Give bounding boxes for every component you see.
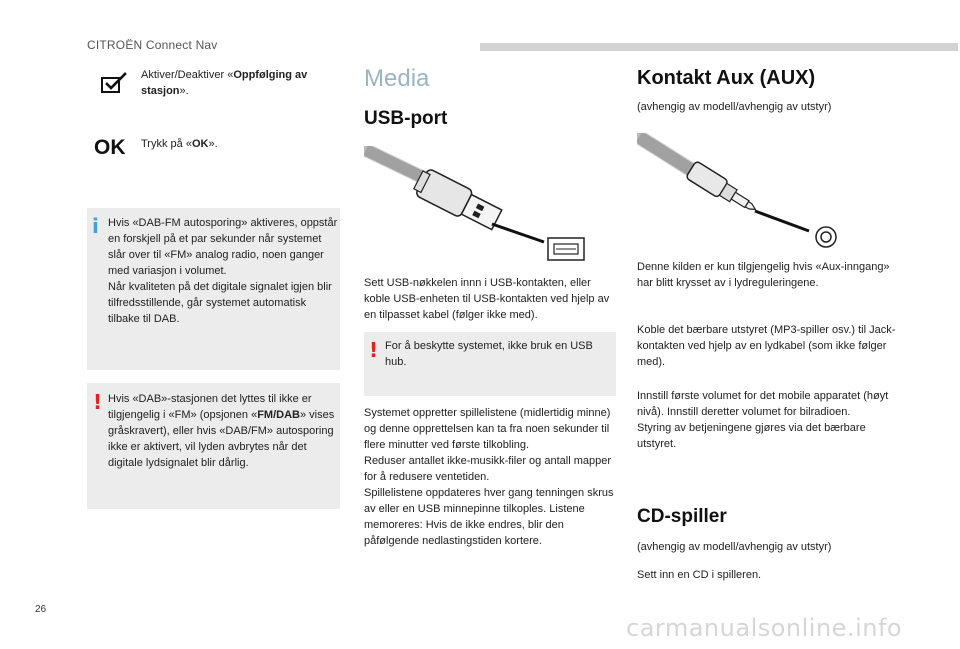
warning-icon: ! (93, 390, 103, 414)
ok-icon: OK (94, 136, 126, 159)
header-brand: CITROËN Connect Nav (87, 38, 218, 52)
warning-icon: ! (369, 338, 379, 362)
usb-paragraph-1: Sett USB-nøkkelen innn i USB-kontakten, eller koble USB-enheten til USB-kontakten ved hjelp av en tilpasset kabel (følger ikke med). (364, 277, 610, 321)
jack-illustration (637, 133, 843, 251)
instruction-toggle-tracking: Aktiver/Deaktiver «Oppfølging av stasjon». (141, 69, 308, 97)
warning-note-dab-text: Hvis «DAB»-stasjonen det lyttes til ikke er tilgjengelig i «FM» (opsjonen «FM/DAB» vises gråskravert), eller hvis «DAB/FM» autosporing ikke er aktivert, vil lyden avbrytes når det digitale lydsignalet blir dårlig. (108, 393, 335, 469)
section-title-media: Media (364, 65, 430, 92)
aux-availability: (avhengig av modell/avhengig av utstyr) (637, 101, 832, 113)
section-title-cd: CD-spiller (637, 506, 727, 527)
check-icon (99, 72, 133, 98)
aux-paragraph-1: Denne kilden er kun tilgjengelig hvis «Aux-inngang» har blitt krysset av i lydreguleringene. (637, 261, 890, 289)
header-bar (480, 43, 958, 51)
watermark: carmanualsonline.info (626, 614, 903, 642)
page-number: 26 (35, 604, 47, 615)
cd-paragraph: Sett inn en CD i spilleren. (637, 569, 762, 581)
section-subtitle-usb: USB-port (364, 108, 448, 129)
section-title-aux: Kontakt Aux (AUX) (637, 67, 816, 89)
usb-paragraph-2: Systemet oppretter spillelistene (midlertidig minne) og denne opprettelsen kan ta fra noen sekunder til flere minutter ved første tilkobling. Reduser antallet ikke-musikk-filer og antall mapper for å redusere ventetiden. Spillelistene oppdateres hver gang tenningen skrus av eller en USB minnepinne tilkoples. Listene memoreres: Hvis de ikke endres, blir den påfølgende nedlastingstiden kortere. (364, 407, 614, 547)
info-note-text: Hvis «DAB-FM autosporing» aktiveres, oppstår en forskjell på et par sekunder når systemet slår over til «FM» analog radio, noen ganger med variasjon i volumet. Når kvaliteten på det digitale signalet igjen blir tilfredsstillende, går systemet automatisk tilbake til DAB. (108, 217, 338, 325)
aux-paragraph-3: Innstill første volumet for det mobile apparatet (høyt nivå). Innstill deretter volumet for bilradioen. Styring av betjeningene gjøres via det bærbare utstyret. (637, 390, 889, 450)
instruction-press-ok: Trykk på «OK». (141, 138, 218, 150)
usb-illustration (364, 146, 590, 264)
cd-availability: (avhengig av modell/avhengig av utstyr) (637, 541, 832, 553)
info-icon: i (92, 214, 99, 238)
aux-paragraph-2: Koble det bærbare utstyret (MP3-spiller osv.) til Jack-kontakten ved hjelp av en lydkabel (som ikke følger med). (637, 324, 896, 368)
warning-note-usb-hub-text: For å beskytte systemet, ikke bruk en USB hub. (385, 340, 593, 368)
